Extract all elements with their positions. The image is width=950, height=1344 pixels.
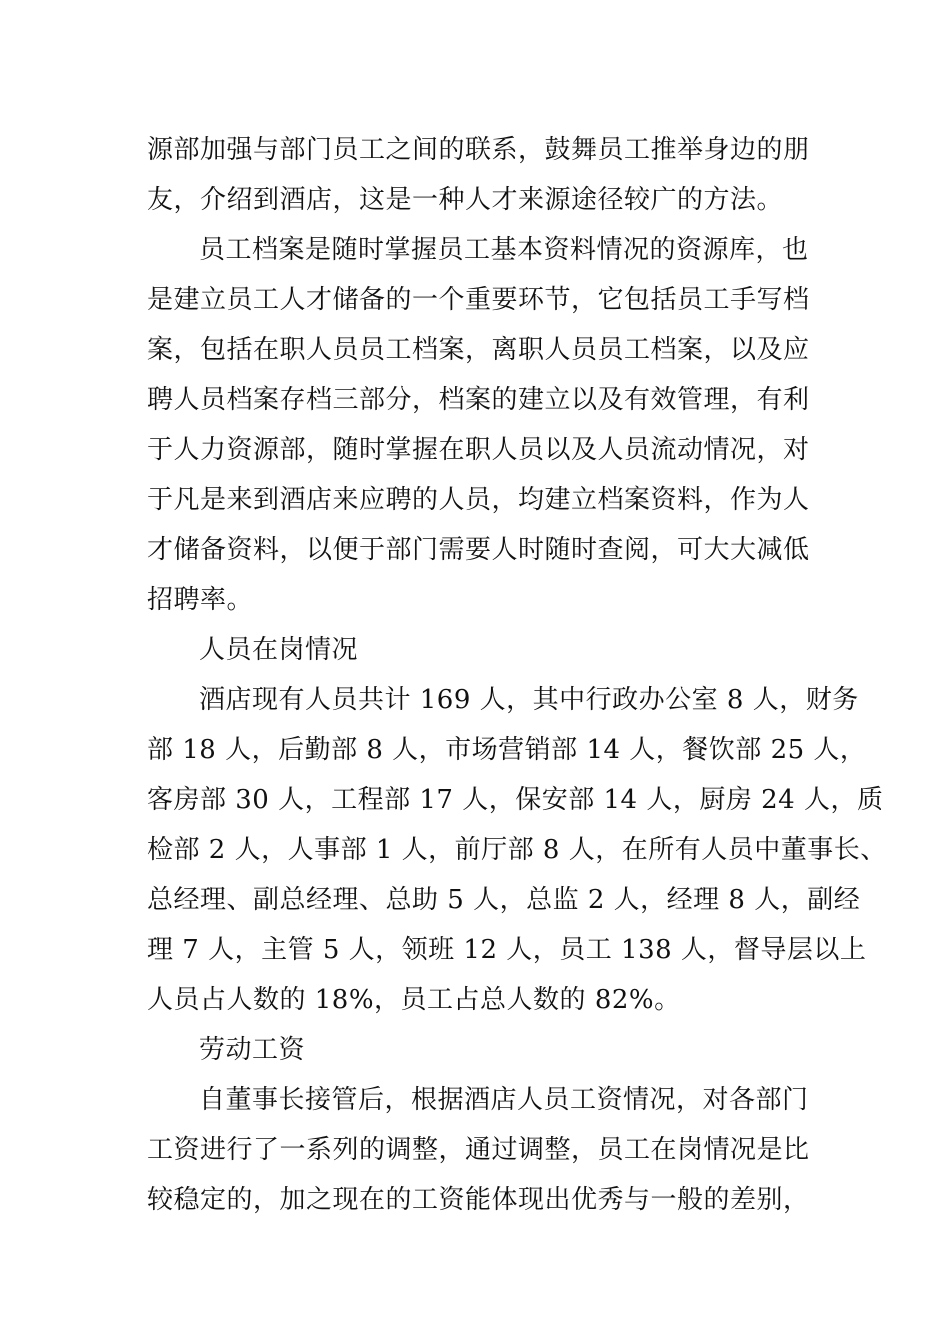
text-line: 较稳定的，加之现在的工资能体现出优秀与一般的差别， <box>147 1185 810 1215</box>
text-line: 案，包括在职人员员工档案，离职人员员工档案，以及应 <box>147 335 810 365</box>
section-heading: 人员在岗情况 <box>199 635 359 665</box>
text-line: 友，介绍到酒店，这是一种人才来源途径较广的方法。 <box>147 185 784 215</box>
paragraph-start-line: 员工档案是随时掌握员工基本资料情况的资源库，也 <box>199 235 809 265</box>
paragraph-start-line: 酒店现有人员共计 169 人，其中行政办公室 8 人，财务 <box>199 685 859 715</box>
text-line: 于人力资源部，随时掌握在职人员以及人员流动情况，对 <box>147 435 810 465</box>
text-line: 检部 2 人，人事部 1 人，前厅部 8 人，在所有人员中董事长、 <box>147 835 887 865</box>
section-heading: 劳动工资 <box>199 1035 306 1065</box>
text-line: 总经理、副总经理、总助 5 人，总监 2 人，经理 8 人，副经 <box>147 885 861 915</box>
text-line: 工资进行了一系列的调整，通过调整，员工在岗情况是比 <box>147 1135 810 1165</box>
text-line: 是建立员工人才储备的一个重要环节，它包括员工手写档 <box>147 285 810 315</box>
text-line: 人员占人数的 18%，员工占总人数的 82%。 <box>147 985 681 1015</box>
text-line: 部 18 人，后勤部 8 人，市场营销部 14 人，餐饮部 25 人， <box>147 735 867 765</box>
paragraph-start-line: 自董事长接管后，根据酒店人员工资情况，对各部门 <box>199 1085 809 1115</box>
text-line: 于凡是来到酒店来应聘的人员，均建立档案资料，作为人 <box>147 485 810 515</box>
text-line: 理 7 人，主管 5 人，领班 12 人，员工 138 人，督导层以上 <box>147 935 867 965</box>
text-line: 客房部 30 人，工程部 17 人，保安部 14 人，厨房 24 人，质 <box>147 785 884 815</box>
text-line: 招聘率。 <box>147 585 254 615</box>
text-line: 源部加强与部门员工之间的联系，鼓舞员工推举身边的朋 <box>147 135 810 165</box>
text-line: 聘人员档案存档三部分，档案的建立以及有效管理，有利 <box>147 385 810 415</box>
text-line: 才储备资料，以便于部门需要人时随时查阅，可大大减低 <box>147 535 810 565</box>
